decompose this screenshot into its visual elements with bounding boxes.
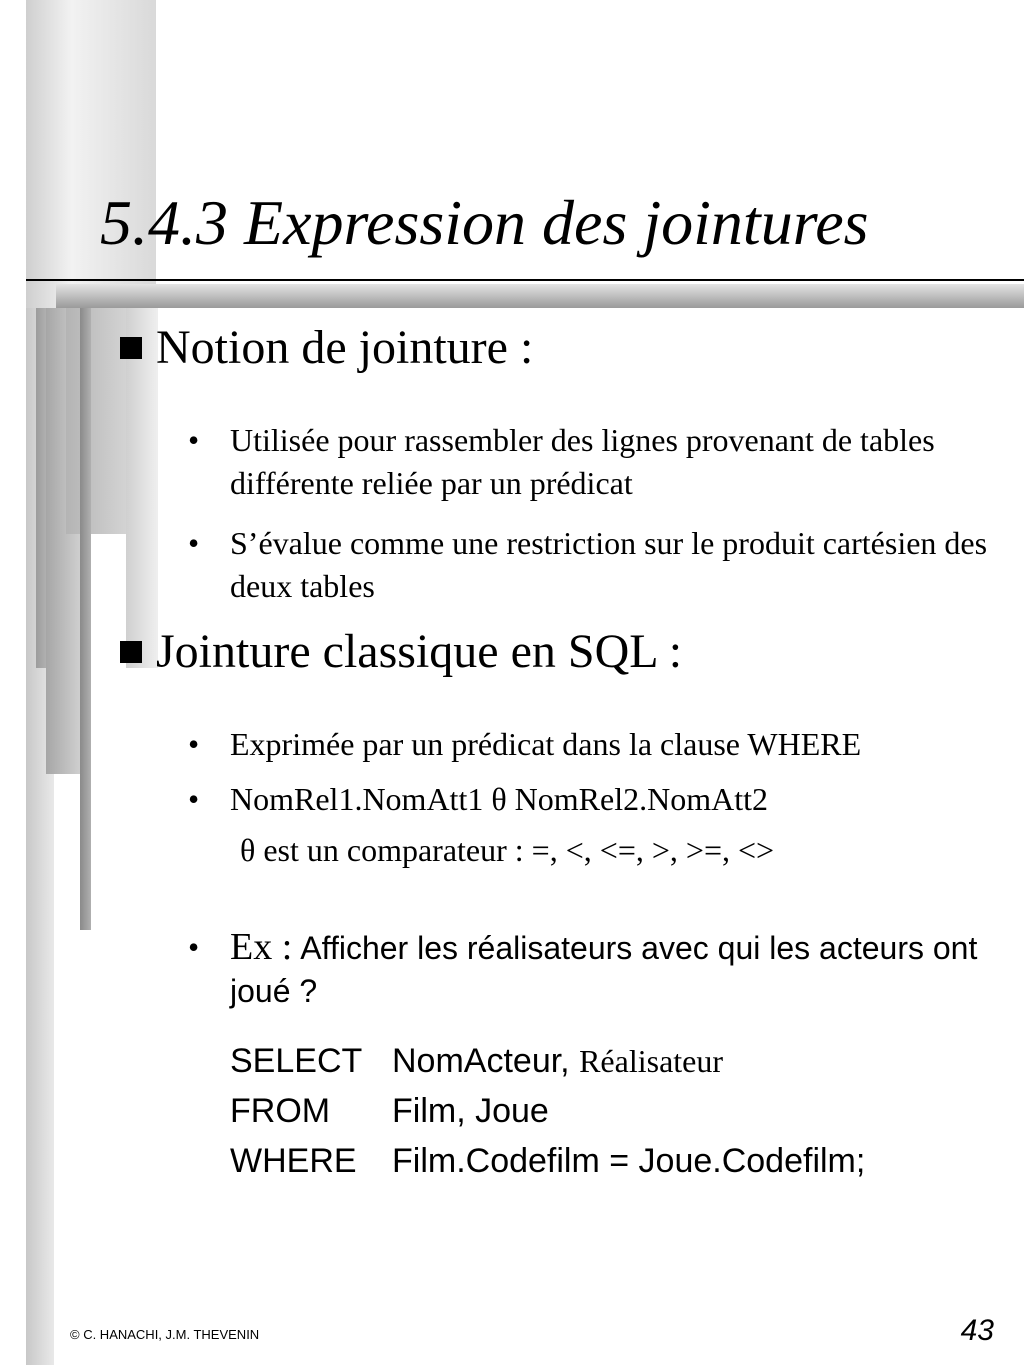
bullet-icon: • xyxy=(188,422,200,458)
example-item xyxy=(188,926,988,1013)
bullet-icon: • xyxy=(188,781,200,817)
sql-query xyxy=(230,1036,865,1186)
sql-expression: NomActeur, xyxy=(392,1042,570,1080)
list-item-text: Utilisée pour rassembler des lignes provenant de tables différente reliée par un prédicat xyxy=(230,422,935,501)
list-item xyxy=(188,522,988,608)
title-band xyxy=(56,284,1024,308)
example-question: Afficher les réalisateurs avec qui les acteurs ont joué ? xyxy=(230,930,978,1009)
slide-title: 5.4.3 Expression des jointures xyxy=(100,187,869,258)
sql-expression: Film, Joue xyxy=(392,1092,549,1130)
sql-line xyxy=(230,1036,865,1086)
sql-expression: Film.Codefilm = Joue.Codefilm; xyxy=(392,1142,866,1180)
list-item-text: Exprimée par un prédicat dans la clause WHERE xyxy=(230,726,862,762)
sql-line xyxy=(230,1086,865,1136)
bullet-icon: • xyxy=(188,726,200,762)
list-item-text: S’évalue comme une restriction sur le produit cartésien des deux tables xyxy=(230,525,988,604)
sql-keyword: SELECT xyxy=(230,1042,363,1080)
title-divider xyxy=(26,279,1024,281)
list-item xyxy=(188,419,988,505)
section-heading xyxy=(120,320,533,375)
list-item xyxy=(188,723,988,766)
sql-keyword: FROM xyxy=(230,1092,331,1130)
sql-keyword: WHERE xyxy=(230,1142,357,1180)
decor-bar xyxy=(80,308,91,930)
sql-expression: Réalisateur xyxy=(579,1043,724,1079)
decor-bar xyxy=(26,0,156,308)
decor-bar xyxy=(66,308,126,534)
page-number: 43 xyxy=(960,1314,994,1347)
section-heading xyxy=(120,624,682,679)
example-prefix: Ex : xyxy=(230,926,293,968)
sql-line xyxy=(230,1136,865,1186)
bullet-icon: • xyxy=(188,525,200,561)
square-bullet-icon xyxy=(120,337,142,359)
list-item xyxy=(188,778,988,821)
example-text xyxy=(230,926,988,1013)
copyright: © C. HANACHI, J.M. THEVENIN xyxy=(70,1327,260,1342)
section-heading-text: Notion de jointure : xyxy=(156,321,534,374)
list-item-text: NomRel1.NomAtt1 θ NomRel2.NomAtt2 xyxy=(230,781,768,817)
square-bullet-icon xyxy=(120,641,142,663)
bullet-icon: • xyxy=(188,929,200,965)
comparator-note: θ est un comparateur : =, <, <=, >, >=, <> xyxy=(240,832,775,868)
section-heading-text: Jointure classique en SQL : xyxy=(156,625,683,678)
